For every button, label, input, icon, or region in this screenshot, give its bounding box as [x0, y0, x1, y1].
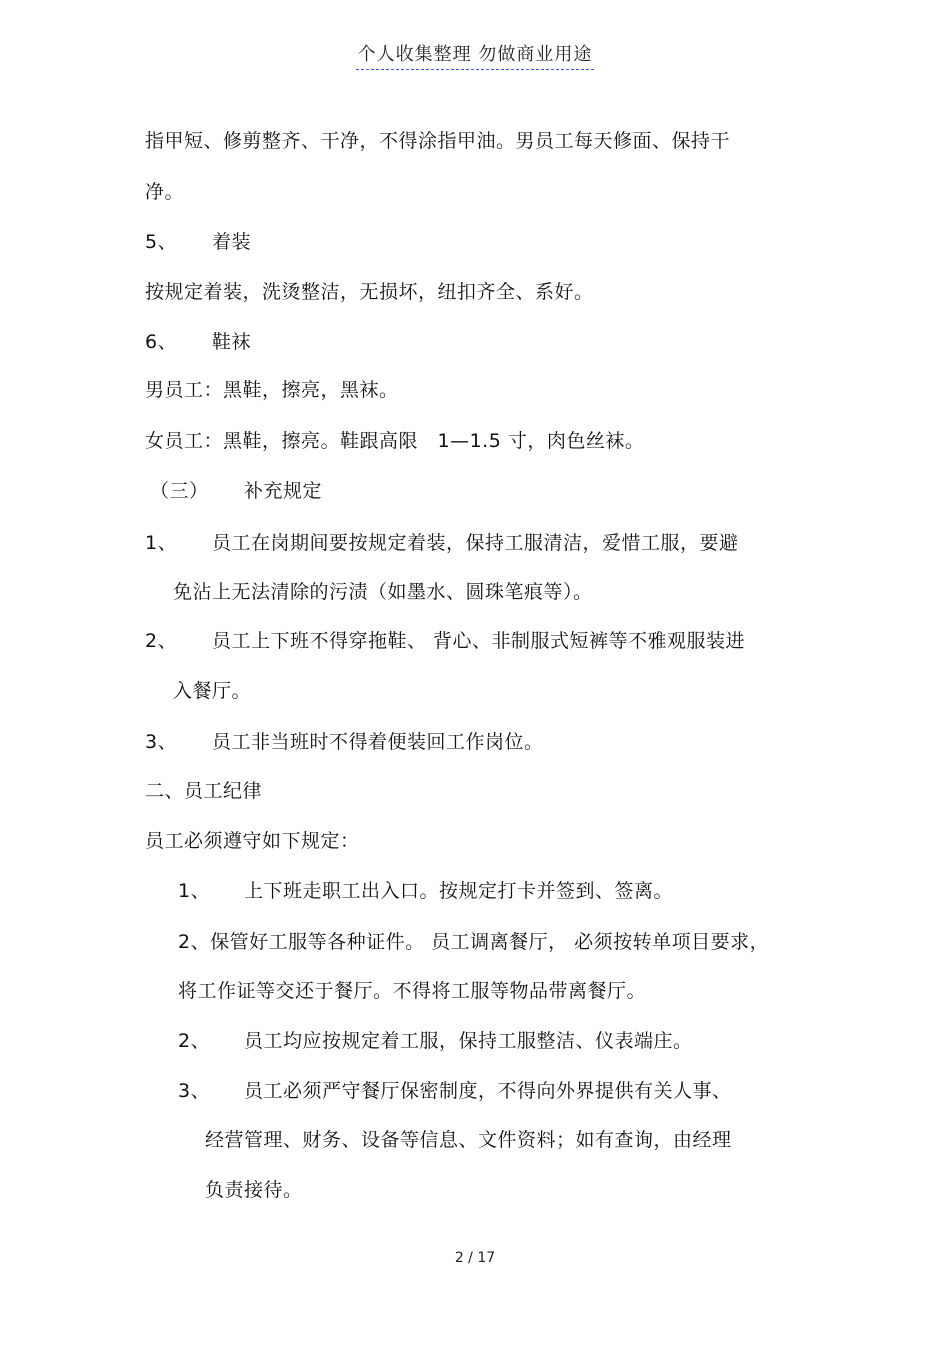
item-number: 2、: [145, 630, 178, 652]
section-heading-discipline: 二、员工纪律: [145, 780, 263, 802]
text-line-1: 指甲短、修剪整齐、干净，不得涂指甲油。男员工每天修面、保持干: [145, 130, 731, 152]
text-line-4: 按规定着装，洗烫整洁，无损坏，纽扣齐全、系好。: [145, 281, 594, 303]
item-text: 员工上下班不得穿拖鞋、 背心、非制服式短裤等不雅观服装进: [212, 630, 746, 652]
list-item-2: [145, 628, 745, 654]
item-number: 3、: [178, 1080, 211, 1102]
rule-item-3: [178, 1078, 732, 1104]
item-number: 1、: [178, 880, 211, 902]
text-line-6: 男员工：黑鞋，擦亮，黑袜。: [145, 379, 399, 401]
section-title: 补充规定: [244, 480, 323, 502]
text-line-18: 将工作证等交还于餐厅。不得将工服等物品带离餐厅。: [178, 980, 647, 1002]
item-number: 1、: [145, 532, 178, 554]
page-number: 2 / 17: [454, 1250, 496, 1266]
item-6-heading: [145, 329, 251, 355]
item-5-heading: [145, 229, 251, 255]
text-line-21: 经营管理、财务、设备等信息、文件资料；如有查询，由经理: [205, 1129, 732, 1151]
item-number: 2、: [178, 1030, 211, 1052]
rule-item-2: [178, 1028, 693, 1054]
text-line-12: 入餐厅。: [173, 680, 252, 702]
list-item-3: [145, 729, 544, 755]
item-text: 员工必须严守餐厅保密制度，不得向外界提供有关人事、: [244, 1080, 732, 1102]
item-text: 员工在岗期间要按规定着装，保持工服清洁，爱惜工服，要避: [212, 532, 739, 554]
page-header: [0, 40, 950, 70]
text-line-2: 净。: [145, 181, 185, 203]
list-item-1: [145, 530, 739, 556]
item-text: 员工非当班时不得着便装回工作岗位。: [212, 731, 544, 753]
text-line-17: 2、保管好工服等各种证件。 员工调离餐厅， 必须按转单项目要求，: [178, 931, 770, 953]
text-line-15: 员工必须遵守如下规定：: [145, 830, 360, 852]
header-title: 个人收集整理 勿做商业用途: [356, 40, 595, 70]
text-line-22: 负责接待。: [205, 1179, 303, 1201]
section-number: （三）: [150, 480, 209, 502]
item-number: 3、: [145, 731, 178, 753]
rule-item-1: [178, 878, 673, 904]
item-number: 5、: [145, 231, 178, 253]
item-number: 6、: [145, 331, 178, 353]
item-text: 员工均应按规定着工服，保持工服整洁、仪表端庄。: [244, 1030, 693, 1052]
item-text: 上下班走职工出入口。按规定打卡并签到、签离。: [244, 880, 674, 902]
item-title: 着装: [212, 231, 252, 253]
item-title: 鞋袜: [212, 331, 252, 353]
section-3-heading: [150, 478, 322, 504]
text-line-10: 免沾上无法清除的污渍（如墨水、圆珠笔痕等）。: [173, 581, 593, 603]
text-line-7: 女员工：黑鞋，擦亮。鞋跟高限 1—1.5 寸，肉色丝袜。: [145, 430, 645, 452]
